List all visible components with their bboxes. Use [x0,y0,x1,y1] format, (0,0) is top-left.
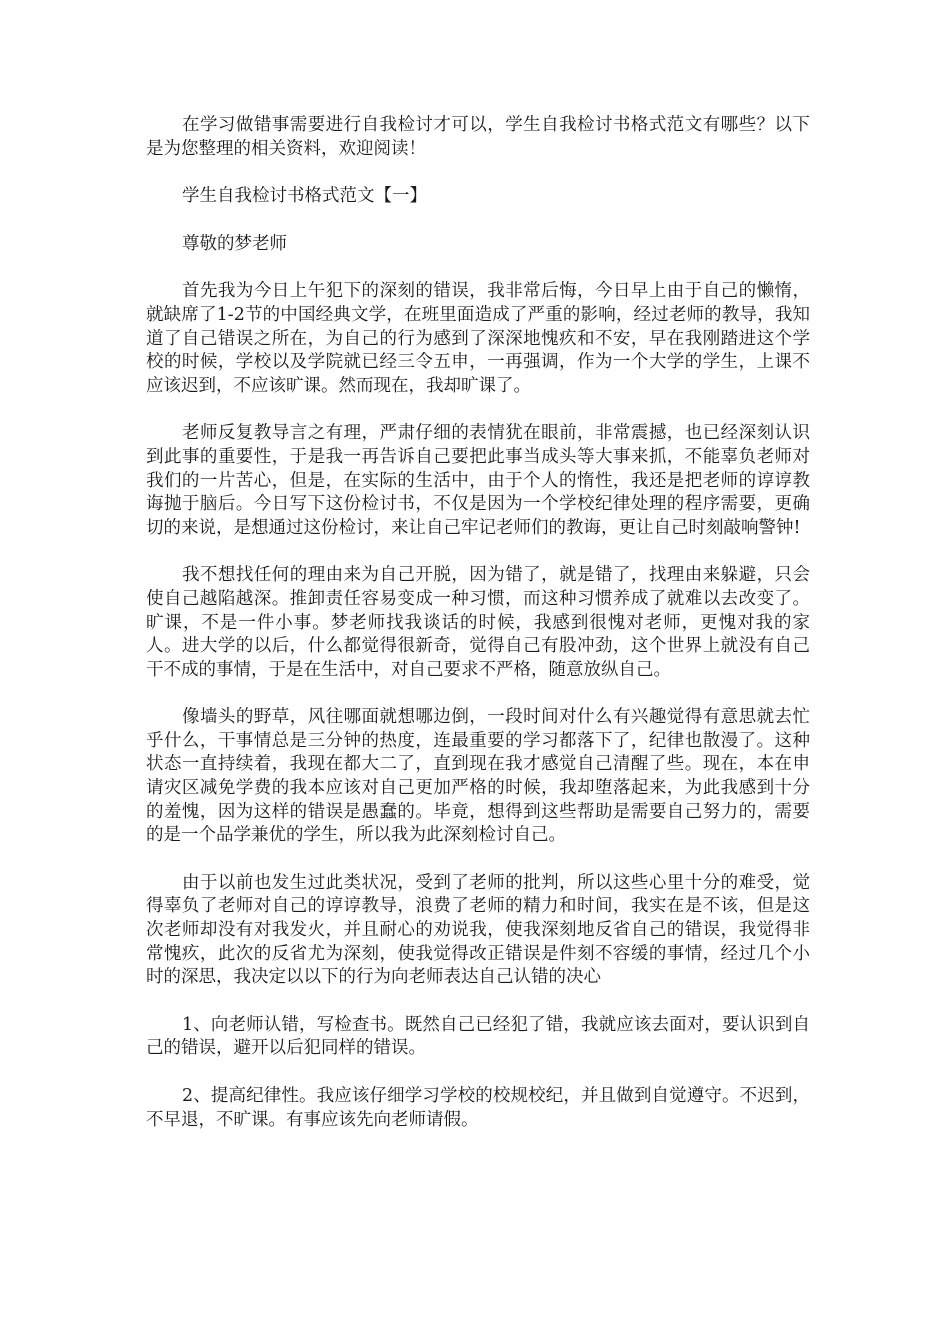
salutation: 尊敬的梦老师 [182,233,287,254]
section-heading: 学生自我检讨书格式范文【一】 [182,186,427,207]
body-paragraph: 老师反复教导言之有理，严肃仔细的表情犹在眼前，非常震撼，也已经深刻认识到此事的重要性，于是我一再告诉自己要把此事当成头等大事来抓，不能辜负老师对我们的一片苦心，但是，在实际的生活中，由于个人的惰性，我还是把老师的谆谆教诲抛于脑后。今日写下这份检讨书，不仅是因为一个学校纪律处理的程序需要，更确切的来说，是想通过这份检讨，来让自己牢记老师们的教诲，更让自己时刻敲响警钟! [146,423,810,538]
list-item-1: 1、向老师认错，写检查书。既然自己已经犯了错，我就应该去面对，要认识到自己的错误，避开以后犯同样的错误。 [146,1014,810,1059]
body-paragraph: 由于以前也发生过此类状况，受到了老师的批判，所以这些心里十分的难受，觉得辜负了老师对自己的谆谆教导，浪费了老师的精力和时间，我实在是不该，但是这次老师却没有对我发火，并且耐心的劝说我，使我深刻地反省自己的错误，我觉得非常愧疚，此次的反省尤为深刻，使我觉得改正错误是件刻不容缓的事情，经过几个小时的深思，我决定以以下的行为向老师表达自己认错的决心 [146,872,810,988]
intro-paragraph: 在学习做错事需要进行自我检讨才可以，学生自我检讨书格式范文有哪些？以下是为您整理的相关资料，欢迎阅读！ [146,115,810,159]
body-paragraph: 我不想找任何的理由来为自己开脱，因为错了，就是错了，找理由来躲避，只会使自己越陷越深。推卸责任容易变成一种习惯，而这种习惯养成了就难以去改变了。旷课，不是一件小事。梦老师找我谈话的时候，我感到很愧对老师，更愧对我的家人。进大学的以后，什么都觉得很新奇，觉得自己有股冲劲，这个世界上就没有自己干不成的事情，于是在生活中，对自己要求不严格，随意放纵自己。 [146,565,810,680]
document-body [146,114,810,1156]
body-paragraph: 首先我为今日上午犯下的深刻的错误，我非常后悔，今日早上由于自己的懒惰，就缺席了1-2节的中国经典文学，在班里面造成了严重的影响，经过老师的教导，我知道了自己错误之所在，为自己的行为感到了深深地愧疚和不安，早在我刚踏进这个学校的时候，学校以及学院就已经三令五申，一再强调，作为一个大学的学生，上课不应该迟到，不应该旷课。然而现在，我却旷课了。 [146,281,810,396]
list-item-2: 2、提高纪律性。我应该仔细学习学校的校规校纪，并且做到自觉遵守。不迟到，不早退，不旷课。有事应该先向老师请假。 [146,1086,810,1130]
body-paragraph: 像墙头的野草，风往哪面就想哪边倒，一段时间对什么有兴趣觉得有意思就去忙乎什么，干事情总是三分钟的热度，连最重要的学习都落下了，纪律也散漫了。这种状态一直持续着，我现在都大二了，直到现在我才感觉自己清醒了些。现在，本在申请灾区减免学费的我本应该对自己更加严格的时候，我却堕落起来，为此我感到十分的羞愧，因为这样的错误是愚蠢的。毕竟，想得到这些帮助是需要自己努力的，需要的是一个品学兼优的学生，所以我为此深刻检讨自己。 [146,707,810,846]
